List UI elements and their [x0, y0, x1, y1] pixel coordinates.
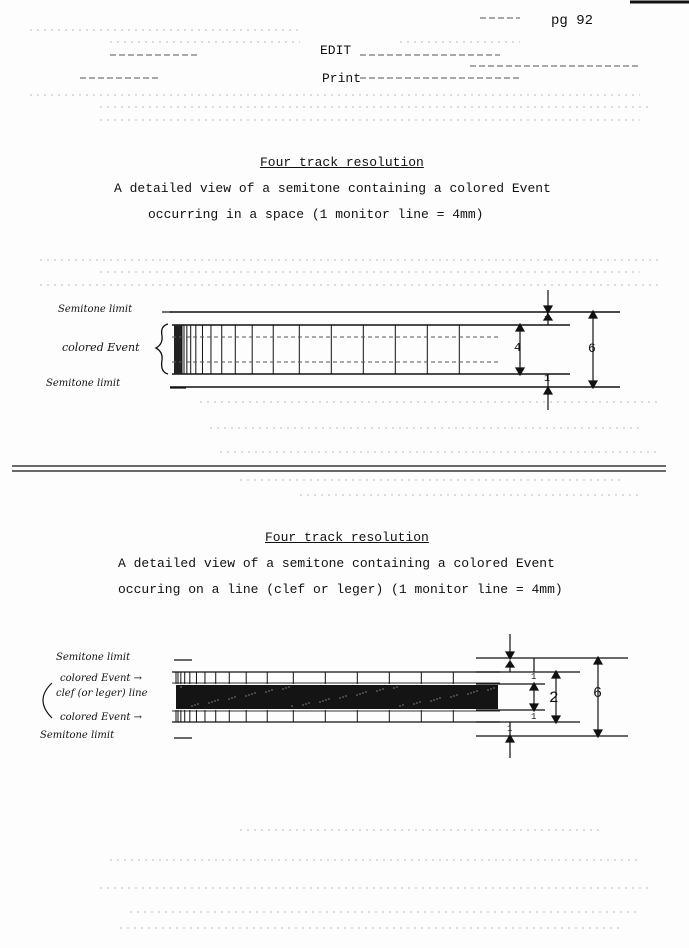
- s2-dim-event: 2: [549, 689, 559, 707]
- s1-dim-bottom: 1: [544, 374, 551, 385]
- s2-dim-bottom: 1: [507, 724, 513, 734]
- section1-desc-line2: occurring in a space (1 monitor line = 4mm): [148, 207, 484, 222]
- page-number: pg 92: [551, 13, 594, 29]
- section2-desc-line1: A detailed view of a semitone containing a colored Event: [118, 556, 555, 571]
- s1-dim-top: 1: [544, 310, 551, 321]
- s2-dim-bottom-sub: 1: [531, 712, 537, 722]
- menu-item-edit: EDIT: [320, 43, 352, 58]
- section2-desc-line2: occuring on a line (clef or leger) (1 monitor line = 4mm): [118, 582, 563, 597]
- s1-dim-event: 4: [514, 341, 522, 355]
- section2-label-semitone-bottom: Semitone limit: [40, 730, 115, 741]
- menu-item-print: Print: [322, 71, 362, 86]
- section2-label-clef-line: clef (or leger) line: [56, 688, 148, 699]
- section1-label-semitone-top: Semitone limit: [58, 304, 133, 315]
- section2-title: Four track resolution: [265, 530, 429, 545]
- s2-dim-total: 6: [593, 685, 603, 702]
- s1-dim-total: 6: [588, 341, 596, 356]
- s2-dim-top-sub: 1: [531, 672, 537, 682]
- section1-desc-line1: A detailed view of a semitone containing a colored Event: [114, 181, 551, 196]
- section2-label-colored-event-bottom: colored Event →: [60, 712, 143, 723]
- section1-label-colored-event: colored Event: [62, 341, 140, 354]
- section1-label-semitone-bottom: Semitone limit: [46, 378, 121, 389]
- section2-label-semitone-top: Semitone limit: [56, 652, 131, 663]
- section2-label-colored-event-top: colored Event →: [60, 673, 143, 684]
- section1-title: Four track resolution: [260, 155, 424, 170]
